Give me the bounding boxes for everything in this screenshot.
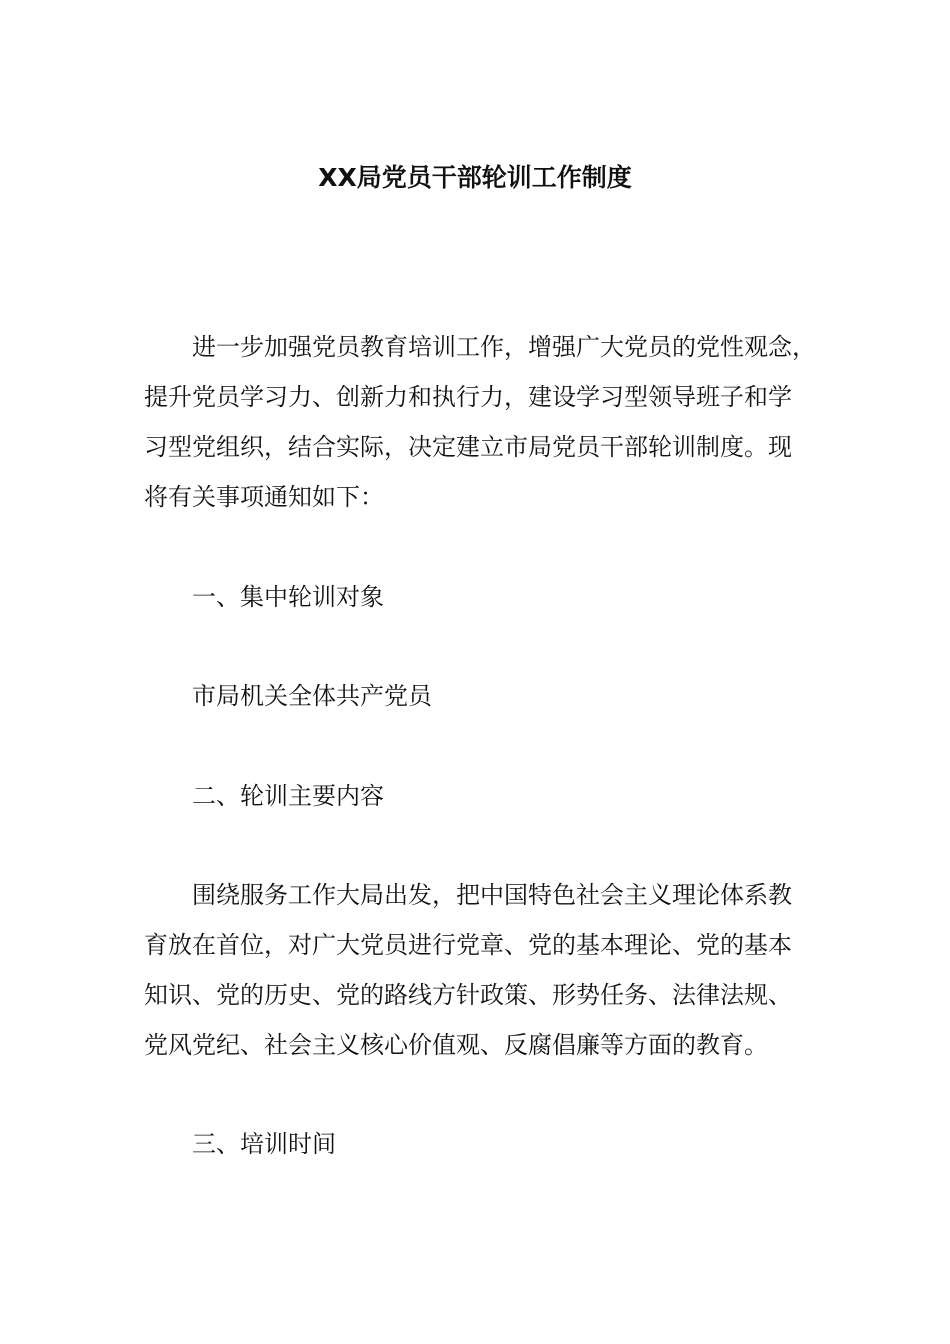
section-2-line: 知识、党的历史、党的路线方针政策、形势任务、法律法规、 — [144, 981, 792, 1009]
intro-line: 习型党组织，结合实际，决定建立市局党员干部轮训制度。现 — [144, 433, 792, 461]
intro-line: 将有关事项通知如下： — [144, 483, 384, 511]
section-2-line: 党风党纪、社会主义核心价值观、反腐倡廉等方面的教育。 — [144, 1031, 768, 1059]
section-2-line: 围绕服务工作大局出发，把中国特色社会主义理论体系教 — [192, 881, 792, 909]
document-title: XX局党员干部轮训工作制度 — [318, 163, 632, 192]
section-2-paragraph — [144, 870, 816, 1070]
section-2-line: 育放在首位，对广大党员进行党章、党的基本理论、党的基本 — [144, 931, 792, 959]
section-3-heading: 三、培训时间 — [192, 1130, 336, 1158]
intro-paragraph — [144, 322, 816, 522]
section-1-heading: 一、集中轮训对象 — [192, 583, 384, 611]
section-1-body: 市局机关全体共产党员 — [192, 682, 432, 710]
intro-line: 提升党员学习力、创新力和执行力，建设学习型领导班子和学 — [144, 383, 792, 411]
section-2-heading: 二、轮训主要内容 — [192, 782, 384, 810]
intro-line: 进一步加强党员教育培训工作，增强广大党员的党性观念， — [192, 333, 816, 361]
